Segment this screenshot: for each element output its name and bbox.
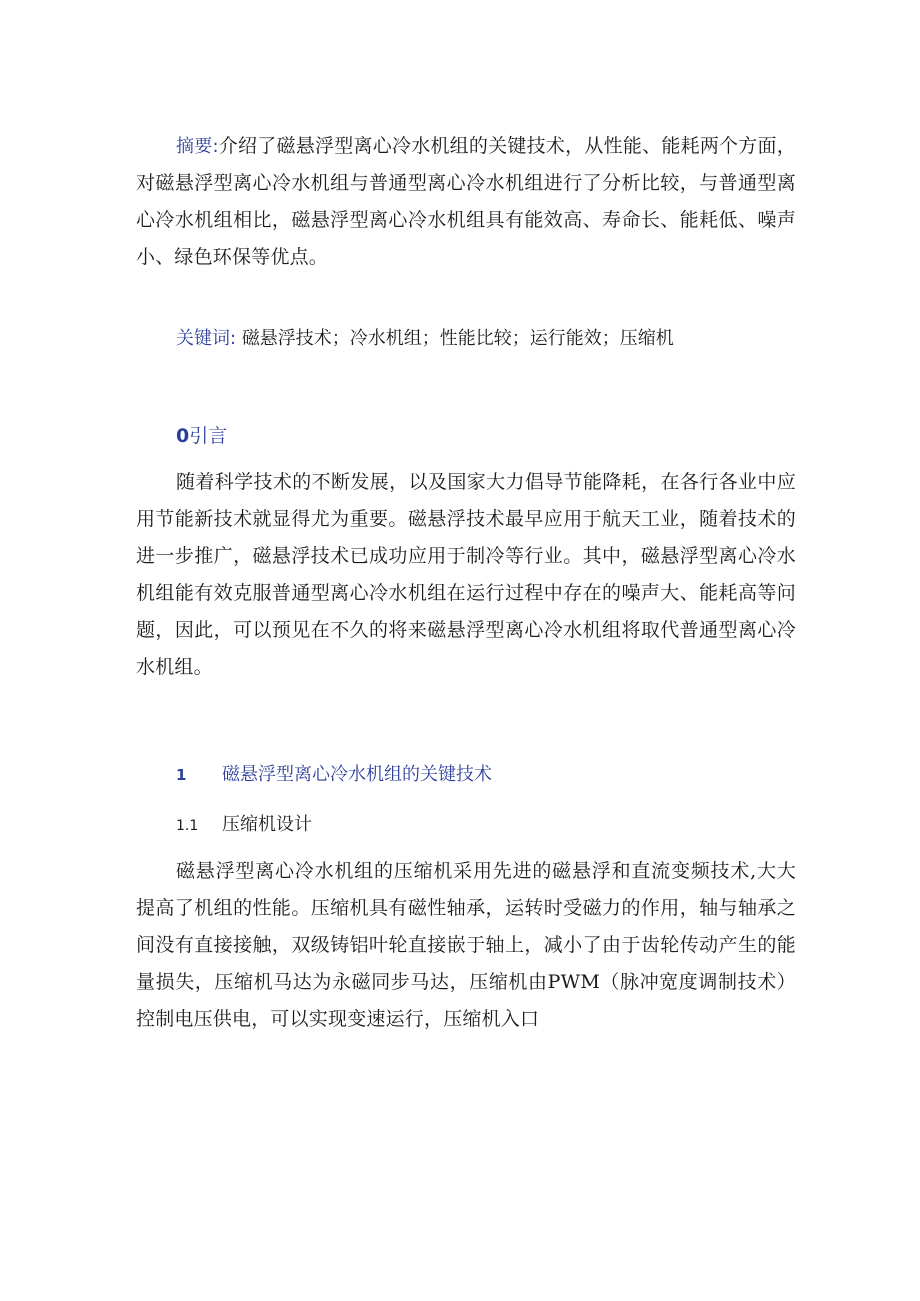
intro-heading (176, 421, 227, 451)
keywords-line (176, 322, 674, 356)
section-1-1-heading (176, 810, 312, 841)
section-1-1-number: 1.1 (176, 818, 199, 834)
intro-heading-title: 引言 (189, 425, 228, 447)
section-1-title: 磁悬浮型离心冷水机组的关键技术 (222, 764, 492, 785)
intro-heading-number: 0 (176, 425, 190, 447)
section-1-1-title: 压缩机设计 (222, 814, 312, 835)
intro-paragraph: 随着科学技术的不断发展，以及国家大力倡导节能降耗，在各行各业中应用节能新技术就显得尤为重要。磁悬浮技术最早应用于航天工业，随着技术的进一步推广，磁悬浮技术已成功应用于制冷等行业。其中，磁悬浮型离心冷水机组能有效克服普通型离心冷水机组在运行过程中存在的噪声大、能耗高等问题，因此，可以预见在不久的将来磁悬浮型离心冷水机组将取代普通型离心冷水机组。 (136, 471, 796, 678)
abstract-label: 摘要: (176, 136, 219, 157)
section-1-heading (176, 760, 492, 790)
keywords-label: 关键词: (176, 328, 237, 349)
section-1-1-paragraph: 磁悬浮型离心冷水机组的压缩机采用先进的磁悬浮和直流变频技术,大大提高了机组的性能。压缩机具有磁性轴承，运转时受磁力的作用，轴与轴承之间没有直接接触，双级铸铝叶轮直接嵌于轴上，减小了由于齿轮传动产生的能量损失，压缩机马达为永磁同步马达，压缩机由PWM（脉冲宽度调制技术）控制电压供电，可以实现变速运行，压缩机入口 (136, 860, 796, 1030)
section-1-number: 1 (176, 766, 187, 784)
abstract-text: 介绍了磁悬浮型离心冷水机组的关键技术，从性能、能耗两个方面，对磁悬浮型离心冷水机组与普通型离心冷水机组进行了分析比较，与普通型离心冷水机组相比，磁悬浮型离心冷水机组具有能效高、寿命长、能耗低、噪声小、绿色环保等优点。 (136, 135, 796, 268)
keywords-text: 磁悬浮技术；冷水机组；性能比较；运行能效；压缩机 (241, 328, 674, 349)
abstract-paragraph (136, 128, 796, 276)
